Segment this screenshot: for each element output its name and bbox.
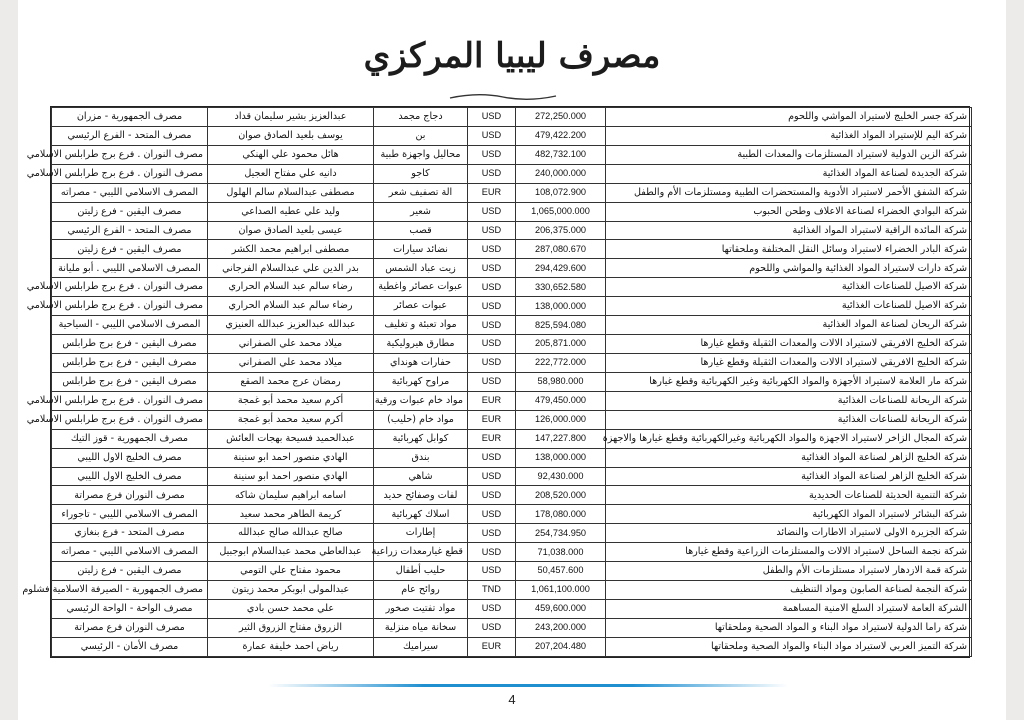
amount-cell: 222,772.000 <box>516 353 606 372</box>
amount-cell: 147,227.800 <box>516 429 606 448</box>
table-row <box>52 391 972 410</box>
currency-cell: USD <box>468 316 516 335</box>
company-cell: شركة الزين الدولية لاستيراد المستلزمات والمعدات الطبية <box>606 145 972 164</box>
page-number: 4 <box>508 692 516 707</box>
currency-cell: USD <box>468 202 516 221</box>
product-cell: كاجو <box>374 164 468 183</box>
amount-cell: 50,457.600 <box>516 562 606 581</box>
person-cell: بدر الدين علي عبدالسلام الفرجاني <box>208 259 374 278</box>
company-cell: شركة النجمة لصناعة الصابون ومواد التنظيف <box>606 581 972 600</box>
product-cell: اسلاك كهربائية <box>374 505 468 524</box>
currency-cell: USD <box>468 278 516 297</box>
table-row <box>52 524 972 543</box>
company-cell: شركة البشائر لاستيراد المواد الكهربائية <box>606 505 972 524</box>
product-cell: الة تصفيف شعر <box>374 183 468 202</box>
currency-cell: USD <box>468 524 516 543</box>
product-cell: قطع غيارمعدات زراعية <box>374 543 468 562</box>
currency-cell: EUR <box>468 637 516 656</box>
currency-cell: USD <box>468 335 516 354</box>
product-cell: مراوح كهربائية <box>374 372 468 391</box>
table-row <box>52 335 972 354</box>
amount-cell: 207,204.480 <box>516 637 606 656</box>
company-cell: شركة الاصيل للصناعات الغذائية <box>606 278 972 297</box>
table-row <box>52 581 972 600</box>
amount-cell: 1,061,100.000 <box>516 581 606 600</box>
central-bank-logo: مصرف ليبيا المركزي <box>363 36 661 76</box>
currency-cell: USD <box>468 543 516 562</box>
table-row <box>52 486 972 505</box>
product-cell: شعير <box>374 202 468 221</box>
product-cell: مواد تفتيت صخور <box>374 599 468 618</box>
table-row <box>52 108 972 127</box>
person-cell: عبدالحميد فسيحة بهجات العائش <box>208 429 374 448</box>
table-row <box>52 562 972 581</box>
company-cell: شركة الجزيرة الاولى لاستيراد الاطارات والنضائد <box>606 524 972 543</box>
person-cell: ميلاد محمد علي الصفراني <box>208 335 374 354</box>
currency-cell: USD <box>468 164 516 183</box>
bank-cell: مصرف الجمهورية - قوز التيك <box>52 429 208 448</box>
bank-cell: مصرف المتحد - الفرع الرئيسي <box>52 221 208 240</box>
person-cell: أكرم سعيد محمد أبو غمجة <box>208 391 374 410</box>
currency-cell: USD <box>468 126 516 145</box>
person-cell: رياض احمد خليفة عمارة <box>208 637 374 656</box>
currency-cell: USD <box>468 353 516 372</box>
company-cell: شركة البادر الخضراء لاستيراد وسائل النقل المختلفة وملحقاتها <box>606 240 972 259</box>
company-cell: شركة دارات لاستيراد المواد الغذائية والمواشي واللحوم <box>606 259 972 278</box>
person-cell: مصطفى ابراهيم محمد الكشر <box>208 240 374 259</box>
bank-cell: مصرف اليقين - فرع برج طرابلس <box>52 353 208 372</box>
product-cell: سيراميك <box>374 637 468 656</box>
bank-cell: مصرف النوران . فرع برج طرابلس الاسلامي <box>52 145 208 164</box>
bank-cell: مصرف المتحد - الفرع الرئيسي <box>52 126 208 145</box>
amount-cell: 126,000.000 <box>516 410 606 429</box>
table-row <box>52 637 972 656</box>
amount-cell: 243,200.000 <box>516 618 606 637</box>
person-cell: وليد علي عطيه الصداعي <box>208 202 374 221</box>
logo-flourish-icon <box>448 92 558 102</box>
currency-cell: EUR <box>468 183 516 202</box>
bank-cell: مصرف الجمهورية - مزران <box>52 108 208 127</box>
product-cell: مواد خام (حليب) <box>374 410 468 429</box>
table-row <box>52 467 972 486</box>
person-cell: عبدالعزيز بشير سليمان قداد <box>208 108 374 127</box>
bank-cell: مصرف اليقين - فرع زليتن <box>52 562 208 581</box>
company-cell: شركة البوادي الخضراء لصناعة الاعلاف وطحن الحبوب <box>606 202 972 221</box>
table-row <box>52 448 972 467</box>
table-row <box>52 410 972 429</box>
bank-cell: المصرف الاسلامي الليبي . أبو مليانة <box>52 259 208 278</box>
person-cell: عبدالله عبدالعزيز عبدالله العنيزي <box>208 316 374 335</box>
person-cell: رضاء سالم عبد السلام الحراري <box>208 278 374 297</box>
amount-cell: 479,422.200 <box>516 126 606 145</box>
table-row <box>52 202 972 221</box>
company-cell: شركة التنمية الحديثة للصناعات الحديدية <box>606 486 972 505</box>
amount-cell: 294,429.600 <box>516 259 606 278</box>
amount-cell: 825,594.080 <box>516 316 606 335</box>
table-row <box>52 278 972 297</box>
bank-cell: المصرف الاسلامي الليبي - مصراته <box>52 183 208 202</box>
product-cell: بندق <box>374 448 468 467</box>
currency-cell: USD <box>468 297 516 316</box>
product-cell: مواد خام عبوات ورقية <box>374 391 468 410</box>
product-cell: كوابل كهربائية <box>374 429 468 448</box>
bank-cell: مصرف اليقين - فرع برج طرابلس <box>52 372 208 391</box>
product-cell: حليب أطفال <box>374 562 468 581</box>
bank-cell: مصرف الخليج الاول الليبي <box>52 467 208 486</box>
product-cell: مواد تعبئة و تغليف <box>374 316 468 335</box>
currency-cell: USD <box>468 145 516 164</box>
product-cell: إطارات <box>374 524 468 543</box>
product-cell: زيت عباد الشمس <box>374 259 468 278</box>
company-cell: شركة الجديدة لصناعة المواد الغذائية <box>606 164 972 183</box>
company-cell: شركة راما الدولية لاستيراد مواد البناء و المواد الصحية وملحقاتها <box>606 618 972 637</box>
table-row <box>52 599 972 618</box>
amount-cell: 330,652.580 <box>516 278 606 297</box>
currency-cell: USD <box>468 240 516 259</box>
currency-cell: USD <box>468 562 516 581</box>
company-cell: شركة اليم للإستيراد المواد الغذائية <box>606 126 972 145</box>
table-row <box>52 297 972 316</box>
company-cell: شركة الخليج الافريقي لاستيراد الالات والمعدات الثقيلة وقطع غيارها <box>606 353 972 372</box>
amount-cell: 254,734.950 <box>516 524 606 543</box>
company-cell: شركة المائدة الراقية لاستيراد المواد الغذائية <box>606 221 972 240</box>
amount-cell: 205,871.000 <box>516 335 606 354</box>
currency-cell: USD <box>468 467 516 486</box>
person-cell: عبدالعاطي محمد عبدالسلام ابوجبيل <box>208 543 374 562</box>
bank-cell: مصرف اليقين - فرع برج طرابلس <box>52 335 208 354</box>
currency-cell: EUR <box>468 391 516 410</box>
person-cell: محمود مفتاح علي التومي <box>208 562 374 581</box>
company-cell: شركة المجال الزاخر لاستيراد الاجهزة والمواد الكهربائية وغيرالكهربائية وقطع غيارها والاجهزة <box>606 429 972 448</box>
product-cell: دجاج مجمد <box>374 108 468 127</box>
product-cell: حفارات هونداي <box>374 353 468 372</box>
company-cell: شركة الشفق الأحمر لاستيراد الأدوية والمستحضرات الطبية ومستلزمات الأم والطفل <box>606 183 972 202</box>
amount-cell: 272,250.000 <box>516 108 606 127</box>
currency-cell: USD <box>468 618 516 637</box>
bank-cell: مصرف الجمهورية - الصيرفة الاسلامية فشلوم <box>52 581 208 600</box>
person-cell: دانيه علي مفتاح العجيل <box>208 164 374 183</box>
currency-cell: TND <box>468 581 516 600</box>
bank-cell: مصرف اليقين - فرع زليتن <box>52 240 208 259</box>
amount-cell: 479,450.000 <box>516 391 606 410</box>
currency-cell: USD <box>468 599 516 618</box>
bank-cell: مصرف الواحة - الواحة الرئيسي <box>52 599 208 618</box>
amount-cell: 138,000.000 <box>516 297 606 316</box>
currency-cell: USD <box>468 108 516 127</box>
amount-cell: 208,520.000 <box>516 486 606 505</box>
bank-cell: مصرف النوران . فرع برج طرابلس الاسلامي <box>52 391 208 410</box>
footer-divider <box>268 684 788 687</box>
company-cell: شركة الخليج الزاهر لصناعة المواد الغذائية <box>606 448 972 467</box>
company-cell: شركة جسر الخليج لاستيراد المواشي واللحوم <box>606 108 972 127</box>
bank-cell: مصرف اليقين - فرع زليتن <box>52 202 208 221</box>
bank-cell: مصرف الخليج الاول الليبي <box>52 448 208 467</box>
table-row <box>52 240 972 259</box>
amount-cell: 58,980.000 <box>516 372 606 391</box>
product-cell: سخانة مياه منزلية <box>374 618 468 637</box>
amount-cell: 178,080.000 <box>516 505 606 524</box>
table-row <box>52 543 972 562</box>
product-cell: شاهي <box>374 467 468 486</box>
table-row <box>52 429 972 448</box>
product-cell: لفات وصفائح حديد <box>374 486 468 505</box>
amount-cell: 108,072.900 <box>516 183 606 202</box>
bank-cell: المصرف الاسلامي الليبي - تاجوراء <box>52 505 208 524</box>
currency-cell: USD <box>468 505 516 524</box>
person-cell: صالح عبدالله صالح عبدالله <box>208 524 374 543</box>
bank-cell: مصرف النوران . فرع برج طرابلس الاسلامي <box>52 278 208 297</box>
person-cell: الزروق مفتاح الزروق الثير <box>208 618 374 637</box>
company-cell: شركة الريحانة للصناعات الغذائية <box>606 391 972 410</box>
bank-cell: مصرف المتحد - فرع بنغازي <box>52 524 208 543</box>
table-row <box>52 505 972 524</box>
company-cell: الشركة العامة لاستيراد السلع الامنية المساهمة <box>606 599 972 618</box>
bank-cell: مصرف النوران . فرع برج طرابلس الاسلامي <box>52 410 208 429</box>
amount-cell: 287,080.670 <box>516 240 606 259</box>
table-row <box>52 353 972 372</box>
amount-cell: 71,038.000 <box>516 543 606 562</box>
person-cell: هائل محمود علي الهنكي <box>208 145 374 164</box>
bank-cell: مصرف النوران فرع مصراتة <box>52 486 208 505</box>
product-cell: روائح عام <box>374 581 468 600</box>
person-cell: عيسى بلعيد الصادق صوان <box>208 221 374 240</box>
person-cell: أكرم سعيد محمد أبو غمجة <box>208 410 374 429</box>
table-row <box>52 372 972 391</box>
product-cell: محاليل واجهزة طبية <box>374 145 468 164</box>
company-cell: شركة الخليج الافريقي لاستيراد الالات والمعدات الثقيلة وقطع غيارها <box>606 335 972 354</box>
table-body <box>22 108 972 657</box>
bank-cell: المصرف الاسلامي الليبي - السياحية <box>52 316 208 335</box>
document-page <box>18 0 1006 720</box>
person-cell: يوسف بلعيد الصادق صوان <box>208 126 374 145</box>
currency-cell: USD <box>468 221 516 240</box>
currency-cell: USD <box>468 486 516 505</box>
company-cell: شركة التميز العربي لاستيراد مواد البناء والمواد الصحية وملحقاتها <box>606 637 972 656</box>
company-cell: شركة قمة الازدهار لاستيراد مستلزمات الأم والطفل <box>606 562 972 581</box>
amount-cell: 1,065,000.000 <box>516 202 606 221</box>
table-row <box>52 259 972 278</box>
table-row <box>52 164 972 183</box>
currency-cell: EUR <box>468 410 516 429</box>
bank-cell: مصرف النوران . فرع برج طرابلس الاسلامي <box>52 164 208 183</box>
product-cell: عبوات عصائر واغطية <box>374 278 468 297</box>
company-cell: شركة الريحان لصناعة المواد الغذائية <box>606 316 972 335</box>
person-cell: رمضان عرج محمد الصقع <box>208 372 374 391</box>
table-row <box>52 316 972 335</box>
amount-cell: 459,600.000 <box>516 599 606 618</box>
company-cell: شركة الخليج الزاهر لصناعة المواد الغذائية <box>606 467 972 486</box>
person-cell: رضاء سالم عبد السلام الحراري <box>208 297 374 316</box>
amount-cell: 240,000.000 <box>516 164 606 183</box>
applicants-table <box>22 106 970 658</box>
company-cell: شركة مار العلامة لاستيراد الأجهزة والمواد الكهربائية وغير الكهربائية وقطع غيارها <box>606 372 972 391</box>
product-cell: نضائد سيارات <box>374 240 468 259</box>
person-cell: عبدالمولى ابوبكر محمد زيتون <box>208 581 374 600</box>
table-row <box>52 183 972 202</box>
person-cell: الهادي منصور احمد ابو سنينة <box>208 448 374 467</box>
person-cell: علي محمد حسن بادي <box>208 599 374 618</box>
person-cell: كريمة الطاهر محمد سعيد <box>208 505 374 524</box>
product-cell: مطارق هيروليكية <box>374 335 468 354</box>
bank-cell: المصرف الاسلامي الليبي - مصراته <box>52 543 208 562</box>
table-row <box>52 145 972 164</box>
bank-cell: مصرف النوران فرع مصراتة <box>52 618 208 637</box>
product-cell: بن <box>374 126 468 145</box>
person-cell: الهادي منصور احمد ابو سنينة <box>208 467 374 486</box>
amount-cell: 92,430.000 <box>516 467 606 486</box>
bank-cell: مصرف الأمان - الرئيسي <box>52 637 208 656</box>
currency-cell: USD <box>468 259 516 278</box>
bank-cell: مصرف النوران . فرع برج طرابلس الاسلامي <box>52 297 208 316</box>
amount-cell: 138,000.000 <box>516 448 606 467</box>
table-row <box>52 618 972 637</box>
table-row <box>52 126 972 145</box>
person-cell: مصطفى عبدالسلام سالم الهلول <box>208 183 374 202</box>
company-cell: شركة الريحانة للصناعات الغذائية <box>606 410 972 429</box>
table-row <box>52 221 972 240</box>
currency-cell: EUR <box>468 429 516 448</box>
person-cell: ميلاد محمد علي الصفراني <box>208 353 374 372</box>
product-cell: عبوات عصائر <box>374 297 468 316</box>
company-cell: شركة الاصيل للصناعات الغذائية <box>606 297 972 316</box>
amount-cell: 206,375.000 <box>516 221 606 240</box>
company-cell: شركة نجمة الساحل لاستيراد الالات والمستلزمات الزراعية وقطع غيارها <box>606 543 972 562</box>
amount-cell: 482,732.100 <box>516 145 606 164</box>
currency-cell: USD <box>468 372 516 391</box>
currency-cell: USD <box>468 448 516 467</box>
person-cell: اسامه ابراهيم سليمان شاكه <box>208 486 374 505</box>
product-cell: قصب <box>374 221 468 240</box>
